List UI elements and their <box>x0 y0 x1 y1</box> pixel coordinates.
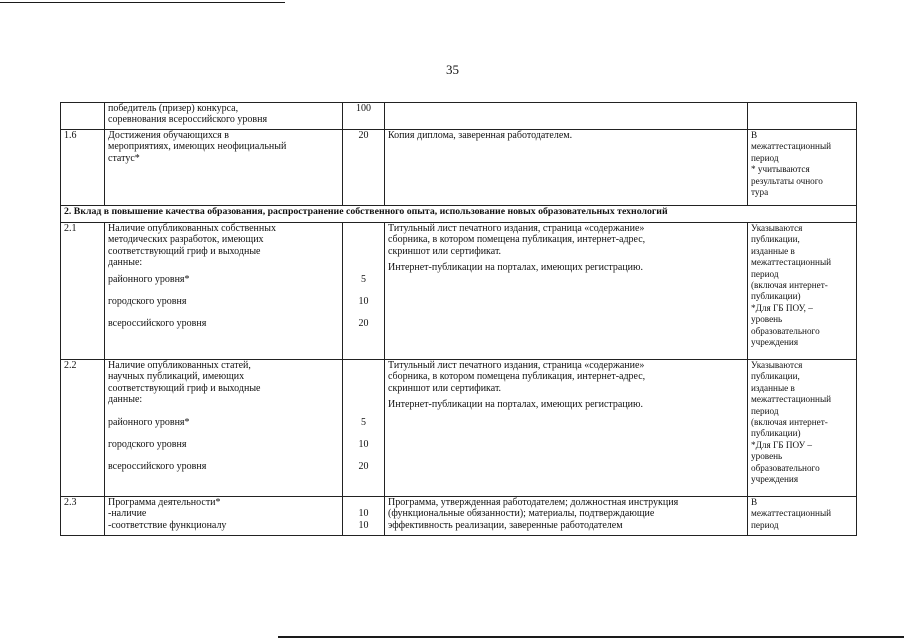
note-line: В <box>751 497 758 507</box>
row-number: 2.3 <box>64 497 77 508</box>
criterion-line: -наличие <box>108 508 147 520</box>
note-cell <box>748 360 857 497</box>
note-line: образовательного <box>751 462 820 473</box>
points-value: 20 <box>358 318 369 330</box>
criterion-cell <box>105 223 343 360</box>
note-line: межаттестационный <box>751 257 832 268</box>
note-line: изданные в <box>751 382 795 393</box>
row-number-cell <box>61 360 105 497</box>
row-number-cell <box>61 130 105 206</box>
note-line: публикации, <box>751 234 800 245</box>
note-line: уровень <box>751 451 783 462</box>
note-line: период <box>751 405 779 416</box>
note-line: Указываются <box>751 360 803 370</box>
note-line: публикации) <box>751 291 801 302</box>
points-cell <box>343 360 385 497</box>
note-line: межаттестационный <box>751 508 832 519</box>
evidence-line: (функциональные обязанности); материалы, подтверждающие <box>388 508 655 520</box>
table-row-1-6 <box>61 130 857 206</box>
table-row-continuation <box>61 103 857 130</box>
note-line: (включая интернет- <box>751 279 828 290</box>
points-value: 20 <box>358 130 369 141</box>
note-line: межаттестационный <box>751 394 832 405</box>
criterion-line: победитель (призер) конкурса, <box>108 103 239 114</box>
note-line: период <box>751 519 779 530</box>
level-label: районного уровня* <box>108 416 190 428</box>
note-line: тура <box>751 186 769 197</box>
section-title: 2. Вклад в повышение качества образования, распространение собственного опыта, использование новых образовательных технологий <box>61 206 857 223</box>
note-line: публикации) <box>751 428 801 439</box>
note-line: изданные в <box>751 245 795 256</box>
evidence-line: сборника, в котором помещена публикация, интернет-адрес, <box>388 234 646 246</box>
points-value: 5 <box>361 273 366 285</box>
note-line: *Для ГБ ПОУ – <box>751 439 813 450</box>
criterion-line: соревнования всероссийского уровня <box>108 114 268 126</box>
points-value: 10 <box>358 295 369 307</box>
note-line: межаттестационный <box>751 141 832 152</box>
evidence-internet: Интернет-публикации на порталах, имеющих регистрацию. <box>388 262 644 274</box>
points-value: 5 <box>361 416 366 428</box>
evidence-text: Копия диплома, заверенная работодателем. <box>388 130 573 141</box>
criterion-line: методических разработок, имеющих <box>108 234 264 246</box>
criterion-line: -соответствие функционалу <box>108 519 227 531</box>
points-cell <box>343 103 385 130</box>
criterion-line: Наличие опубликованных собственных <box>108 223 276 234</box>
points-cell <box>343 497 385 536</box>
points-value: 10 <box>358 438 369 450</box>
note-cell <box>748 223 857 360</box>
evidence-internet: Интернет-публикации на порталах, имеющих регистрацию. <box>388 399 644 411</box>
criterion-cell <box>105 103 343 130</box>
criterion-line: данные: <box>108 257 143 269</box>
table-row-2-3 <box>61 497 857 536</box>
points-value: 20 <box>358 461 369 473</box>
note-line: публикации, <box>751 371 800 382</box>
note-line: учреждения <box>751 473 799 484</box>
level-label: всероссийского уровня <box>108 461 207 473</box>
scan-edge-line-top <box>0 2 285 3</box>
note-cell <box>748 130 857 206</box>
criterion-cell <box>105 360 343 497</box>
criterion-cell <box>105 130 343 206</box>
points-value <box>346 497 381 508</box>
note-cell <box>748 497 857 536</box>
section-header-row <box>61 206 857 223</box>
row-number-cell <box>61 223 105 360</box>
points-value: 100 <box>356 103 371 114</box>
row-number: 2.2 <box>64 360 77 371</box>
criterion-line: научных публикаций, имеющих <box>108 371 245 383</box>
points-cell <box>343 223 385 360</box>
level-label: городского уровня <box>108 439 187 451</box>
evidence-cell <box>385 130 748 206</box>
points-value: 10 <box>358 508 369 520</box>
evidence-cell <box>385 223 748 360</box>
criterion-line: Программа деятельности* <box>108 497 221 508</box>
table-row-2-1 <box>61 223 857 360</box>
note-line: образовательного <box>751 325 820 336</box>
note-line: *Для ГБ ПОУ, – <box>751 302 813 313</box>
evidence-line: сборника, в котором помещена публикация, интернет-адрес, <box>388 371 646 383</box>
level-label: всероссийского уровня <box>108 318 207 330</box>
evidence-line: Программа, утвержденная работодателем; должностная инструкция <box>388 497 679 508</box>
scan-edge-line-bottom <box>278 636 904 638</box>
evidence-cell <box>385 497 748 536</box>
evidence-line: скриншот или сертификат. <box>388 382 502 394</box>
criterion-line: статус* <box>108 152 140 164</box>
table-row-2-2 <box>61 360 857 497</box>
evidence-line: эффективность реализации, заверенные работодателем <box>388 519 623 531</box>
criterion-line: Наличие опубликованных статей, <box>108 360 251 371</box>
evidence-cell <box>385 103 748 130</box>
points-cell <box>343 130 385 206</box>
row-number: 1.6 <box>64 130 77 141</box>
note-cell <box>748 103 857 130</box>
criterion-line: мероприятиях, имеющих неофициальный <box>108 141 287 153</box>
criterion-line: Достижения обучающихся в <box>108 130 229 141</box>
criterion-line: соответствующий гриф и выходные <box>108 245 261 257</box>
row-number-cell <box>61 103 105 130</box>
criteria-table <box>60 102 857 536</box>
page-number: 35 <box>446 62 459 77</box>
note-line: период <box>751 268 779 279</box>
criterion-line: данные: <box>108 394 143 406</box>
note-line: учреждения <box>751 336 799 347</box>
note-line: уровень <box>751 314 783 325</box>
note-line: * учитываются <box>751 164 810 175</box>
level-label: городского уровня <box>108 296 187 308</box>
row-number-cell <box>61 497 105 536</box>
evidence-cell <box>385 360 748 497</box>
note-line: В <box>751 130 758 140</box>
evidence-line: Титульный лист печатного издания, страница «содержание» <box>388 360 645 371</box>
criterion-cell <box>105 497 343 536</box>
note-line: (включая интернет- <box>751 416 828 427</box>
evidence-line: Титульный лист печатного издания, страница «содержание» <box>388 223 645 234</box>
criterion-line: соответствующий гриф и выходные <box>108 382 261 394</box>
note-line: результаты очного <box>751 175 823 186</box>
evidence-line: скриншот или сертификат. <box>388 245 502 257</box>
note-line: период <box>751 152 779 163</box>
note-line: Указываются <box>751 223 803 233</box>
row-number: 2.1 <box>64 223 77 234</box>
level-label: районного уровня* <box>108 273 190 285</box>
points-value: 10 <box>358 519 369 531</box>
